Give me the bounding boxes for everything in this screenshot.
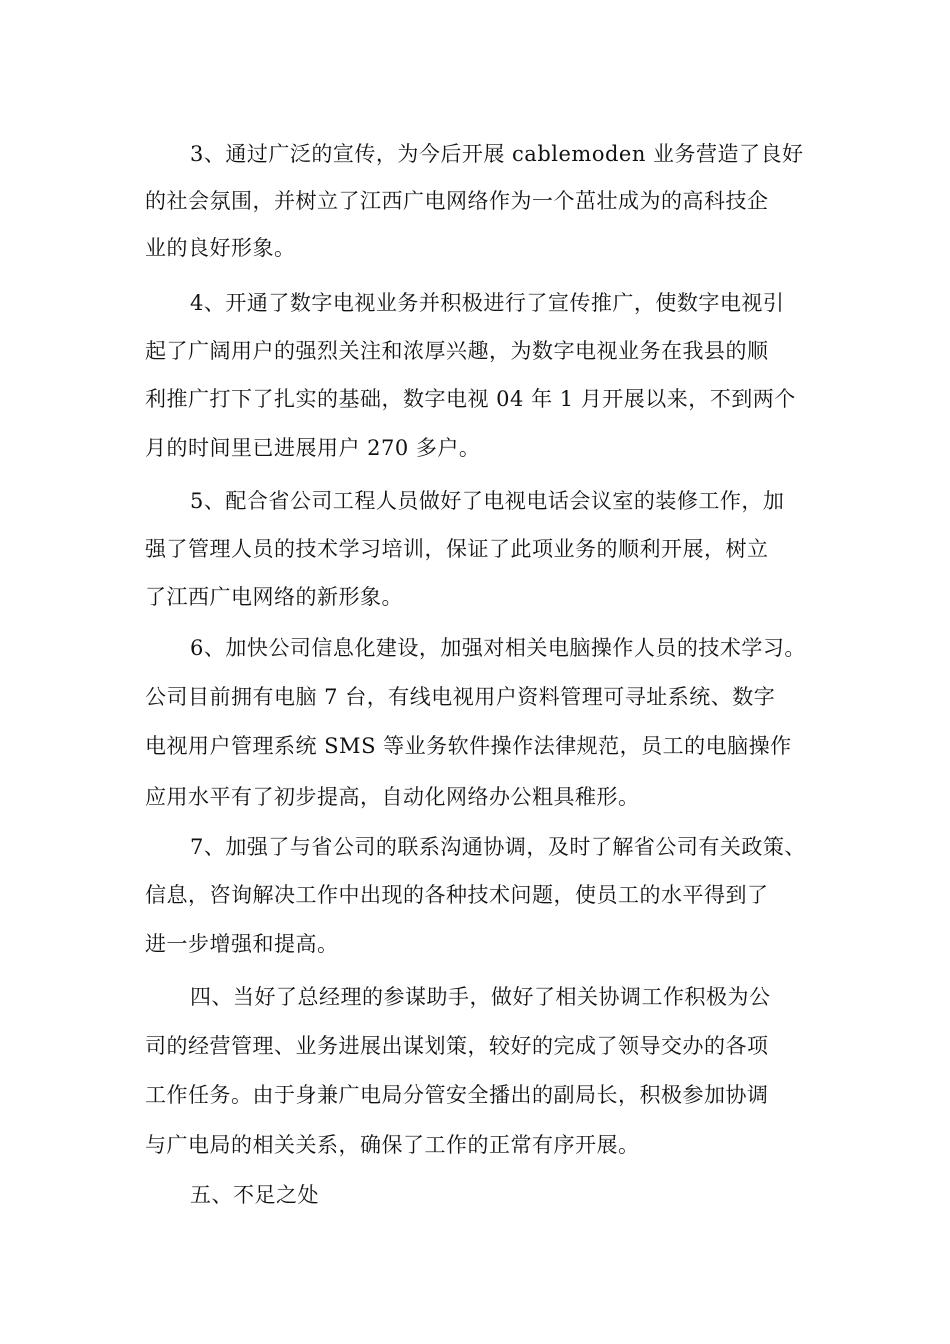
paragraph-7-line-3: 进一步增强和提高。 bbox=[145, 932, 339, 956]
paragraph-6-line-1: 6、加快公司信息化建设，加强对相关电脑操作人员的技术学习。 bbox=[190, 636, 806, 660]
paragraph-5-line-3: 了江西广电网络的新形象。 bbox=[145, 585, 403, 609]
paragraph-5-line-1: 5、配合省公司工程人员做好了电视电话会议室的装修工作，加 bbox=[190, 489, 785, 513]
paragraph-7-line-1: 7、加强了与省公司的联系沟通协调，及时了解省公司有关政策、 bbox=[190, 835, 806, 859]
paragraph-3-line-1: 3、通过广泛的宣传，为今后开展 cablemoden 业务营造了良好 bbox=[190, 142, 804, 166]
section-4-line-3: 工作任务。由于身兼广电局分管安全播出的副局长，积极参加协调 bbox=[145, 1083, 769, 1107]
paragraph-5-line-2: 强了管理人员的技术学习培训，保证了此项业务的顺利开展，树立 bbox=[145, 537, 769, 561]
paragraph-7-line-2: 信息，咨询解决工作中出现的各种技术问题，使员工的水平得到了 bbox=[145, 883, 769, 907]
paragraph-6-line-2: 公司目前拥有电脑 7 台，有线电视用户资料管理可寻址系统、数字 bbox=[145, 685, 776, 709]
paragraph-4-line-3: 利推广打下了扎实的基础，数字电视 04 年 1 月开展以来，不到两个 bbox=[145, 387, 796, 411]
paragraph-4-line-2: 起了广阔用户的强烈关注和浓厚兴趣，为数字电视业务在我县的顺 bbox=[145, 339, 769, 363]
section-4-line-2: 司的经营管理、业务进展出谋划策，较好的完成了领导交办的各项 bbox=[145, 1034, 769, 1058]
paragraph-3-line-3: 业的良好形象。 bbox=[145, 236, 296, 260]
paragraph-6-line-3: 电视用户管理系统 SMS 等业务软件操作法律规范，员工的电脑操作 bbox=[145, 734, 792, 758]
section-5-heading: 五、不足之处 bbox=[190, 1183, 319, 1207]
paragraph-4-line-4: 月的时间里已进展用户 270 多户。 bbox=[145, 436, 481, 460]
section-4-line-4: 与广电局的相关关系，确保了工作的正常有序开展。 bbox=[145, 1133, 640, 1157]
section-4-line-1: 四、当好了总经理的参谋助手，做好了相关协调工作积极为公 bbox=[190, 985, 771, 1009]
paragraph-4-line-1: 4、开通了数字电视业务并积极进行了宣传推广，使数字电视引 bbox=[190, 291, 785, 315]
paragraph-3-line-2: 的社会氛围，并树立了江西广电网络作为一个茁壮成为的高科技企 bbox=[145, 189, 769, 213]
paragraph-6-line-4: 应用水平有了初步提高，自动化网络办公粗具稚形。 bbox=[145, 785, 640, 809]
